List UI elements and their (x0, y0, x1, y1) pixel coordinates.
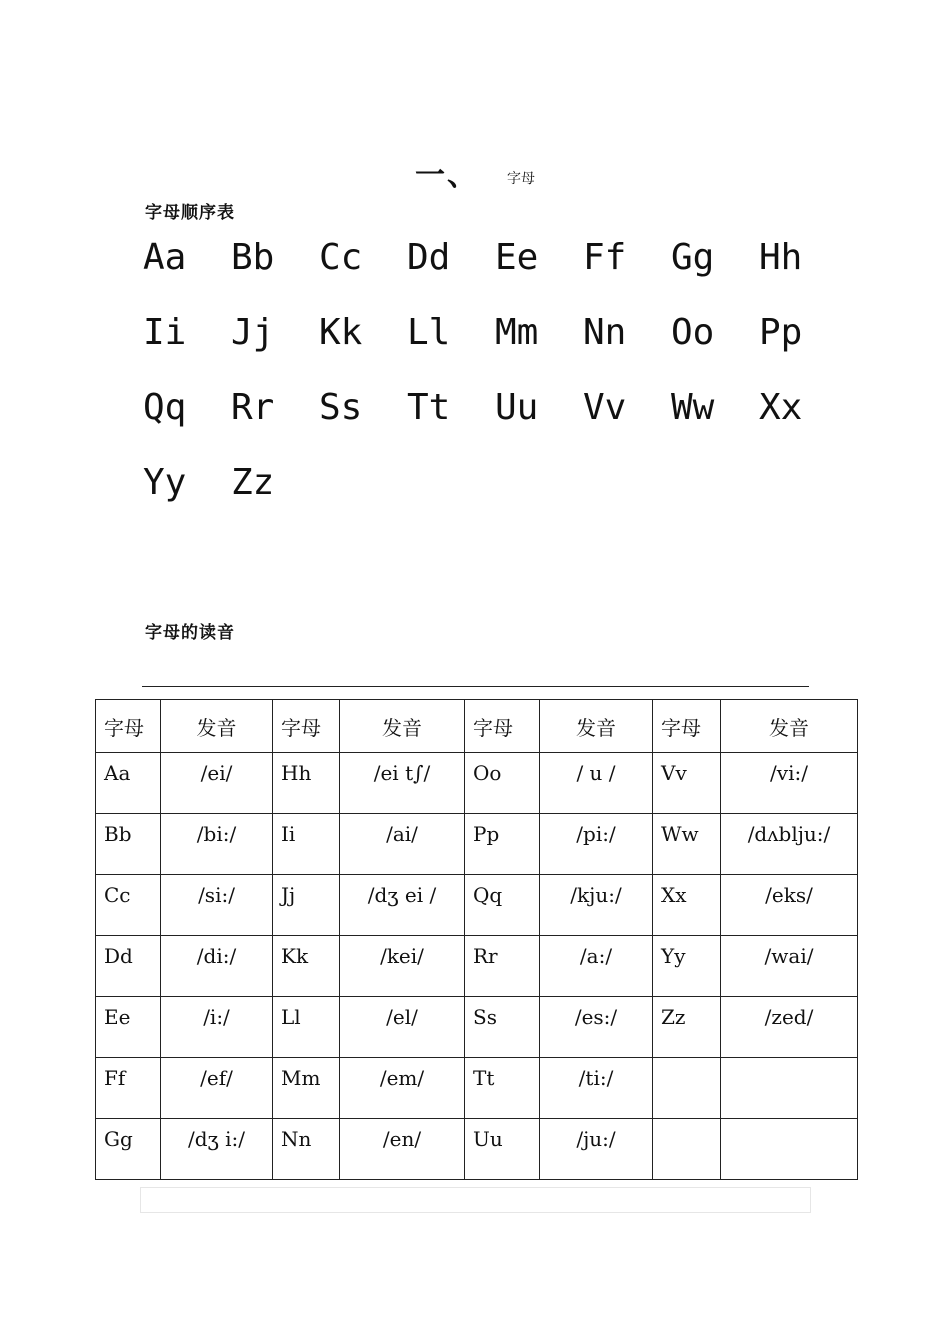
letter-cell: Xx (653, 875, 721, 936)
letter-cell: Vv (653, 753, 721, 814)
alphabet-row (143, 378, 863, 453)
table-row (96, 875, 858, 936)
pronunciation-cell: /ef/ (161, 1058, 273, 1119)
letter-cell: Gg (96, 1119, 161, 1180)
letter-cell: Ww (653, 814, 721, 875)
letter-cell: Uu (465, 1119, 540, 1180)
letter-cell: Aa (96, 753, 161, 814)
pronunciation-cell: /el/ (340, 997, 465, 1058)
letter-cell: Nn (273, 1119, 340, 1180)
letter-cell: Jj (273, 875, 340, 936)
pronunciation-cell: /em/ (340, 1058, 465, 1119)
pronunciation-cell: /dʒ i:/ (161, 1119, 273, 1180)
pronunciation-cell: /zed/ (721, 997, 858, 1058)
section-number: 一、 (415, 158, 479, 193)
letter-cell: Ee (96, 997, 161, 1058)
table-row (96, 1119, 858, 1180)
pronunciation-table (95, 699, 858, 1180)
column-header-pronunciation: 发音 (540, 700, 653, 753)
table-row (96, 1058, 858, 1119)
alphabet-letter: Ss (319, 387, 363, 428)
column-header-pronunciation: 发音 (340, 700, 465, 753)
alphabet-row (143, 228, 863, 303)
letter-cell: Ff (96, 1058, 161, 1119)
letter-cell: Oo (465, 753, 540, 814)
empty-cell (653, 1058, 721, 1119)
pronunciation-cell: /eks/ (721, 875, 858, 936)
pronunciation-cell: /en/ (340, 1119, 465, 1180)
table-row (96, 814, 858, 875)
pronunciation-cell: /kju:/ (540, 875, 653, 936)
divider (142, 686, 809, 687)
alphabet-letter: Yy (143, 462, 187, 503)
letter-cell: Pp (465, 814, 540, 875)
page-title (0, 150, 950, 194)
column-header-pronunciation: 发音 (721, 700, 858, 753)
alphabet-letter: Nn (583, 312, 627, 353)
letter-cell: Tt (465, 1058, 540, 1119)
letter-cell: Mm (273, 1058, 340, 1119)
alphabet-row (143, 453, 863, 528)
pronunciation-cell: /bi:/ (161, 814, 273, 875)
alphabet-letter: Ww (671, 387, 715, 428)
pronunciation-cell: / u / (540, 753, 653, 814)
pronunciation-cell: /vi:/ (721, 753, 858, 814)
pronunciation-heading: 字母的读音 (145, 623, 235, 643)
alphabet-letter: Ll (407, 312, 451, 353)
pronunciation-cell: /di:/ (161, 936, 273, 997)
alphabet-letter: Pp (759, 312, 803, 353)
column-header-letter: 字母 (465, 700, 540, 753)
alphabet-letter: Kk (319, 312, 363, 353)
letter-cell: Ll (273, 997, 340, 1058)
empty-cell (721, 1058, 858, 1119)
pronunciation-cell: /ti:/ (540, 1058, 653, 1119)
pronunciation-cell: /dʌblju:/ (721, 814, 858, 875)
alphabet-row (143, 303, 863, 378)
alphabet-letter: Tt (407, 387, 451, 428)
table-row (96, 753, 858, 814)
pronunciation-cell: /dʒ ei / (340, 875, 465, 936)
alphabet-letter: Qq (143, 387, 187, 428)
alphabet-order-heading: 字母顺序表 (145, 203, 235, 223)
alphabet-letter: Rr (231, 387, 275, 428)
alphabet-letter: Zz (231, 462, 275, 503)
alphabet-letter: Gg (671, 237, 715, 278)
pronunciation-cell: /a:/ (540, 936, 653, 997)
pronunciation-cell: /wai/ (721, 936, 858, 997)
pronunciation-cell: /si:/ (161, 875, 273, 936)
letter-cell: Bb (96, 814, 161, 875)
letter-cell: Ii (273, 814, 340, 875)
pronunciation-cell: /es:/ (540, 997, 653, 1058)
alphabet-letter: Ff (583, 237, 627, 278)
empty-cell (653, 1119, 721, 1180)
column-header-letter: 字母 (273, 700, 340, 753)
alphabet-letter: Vv (583, 387, 627, 428)
alphabet-letter: Ii (143, 312, 187, 353)
alphabet-letter: Oo (671, 312, 715, 353)
pronunciation-cell: /i:/ (161, 997, 273, 1058)
column-header-letter: 字母 (96, 700, 161, 753)
alphabet-grid (143, 228, 863, 528)
letter-cell: Zz (653, 997, 721, 1058)
pronunciation-cell: /pi:/ (540, 814, 653, 875)
table-row (96, 997, 858, 1058)
pronunciation-cell: /ju:/ (540, 1119, 653, 1180)
alphabet-letter: Uu (495, 387, 539, 428)
alphabet-letter: Dd (407, 237, 451, 278)
alphabet-letter: Bb (231, 237, 275, 278)
pronunciation-cell: /ai/ (340, 814, 465, 875)
letter-cell: Ss (465, 997, 540, 1058)
letter-cell: Kk (273, 936, 340, 997)
letter-cell: Yy (653, 936, 721, 997)
pronunciation-cell: /ei t∫/ (340, 753, 465, 814)
section-title: 字母 (507, 171, 535, 187)
pronunciation-cell: /kei/ (340, 936, 465, 997)
alphabet-letter: Aa (143, 237, 187, 278)
letter-cell: Rr (465, 936, 540, 997)
alphabet-letter: Hh (759, 237, 803, 278)
table-header-row (96, 700, 858, 753)
alphabet-letter: Cc (319, 237, 363, 278)
empty-cell (721, 1119, 858, 1180)
column-header-letter: 字母 (653, 700, 721, 753)
column-header-pronunciation: 发音 (161, 700, 273, 753)
alphabet-letter: Ee (495, 237, 539, 278)
footer-frame (140, 1187, 811, 1213)
alphabet-letter: Jj (231, 312, 275, 353)
table-row (96, 936, 858, 997)
letter-cell: Hh (273, 753, 340, 814)
alphabet-letter: Mm (495, 312, 539, 353)
pronunciation-cell: /ei/ (161, 753, 273, 814)
letter-cell: Cc (96, 875, 161, 936)
letter-cell: Qq (465, 875, 540, 936)
alphabet-letter: Xx (759, 387, 803, 428)
letter-cell: Dd (96, 936, 161, 997)
